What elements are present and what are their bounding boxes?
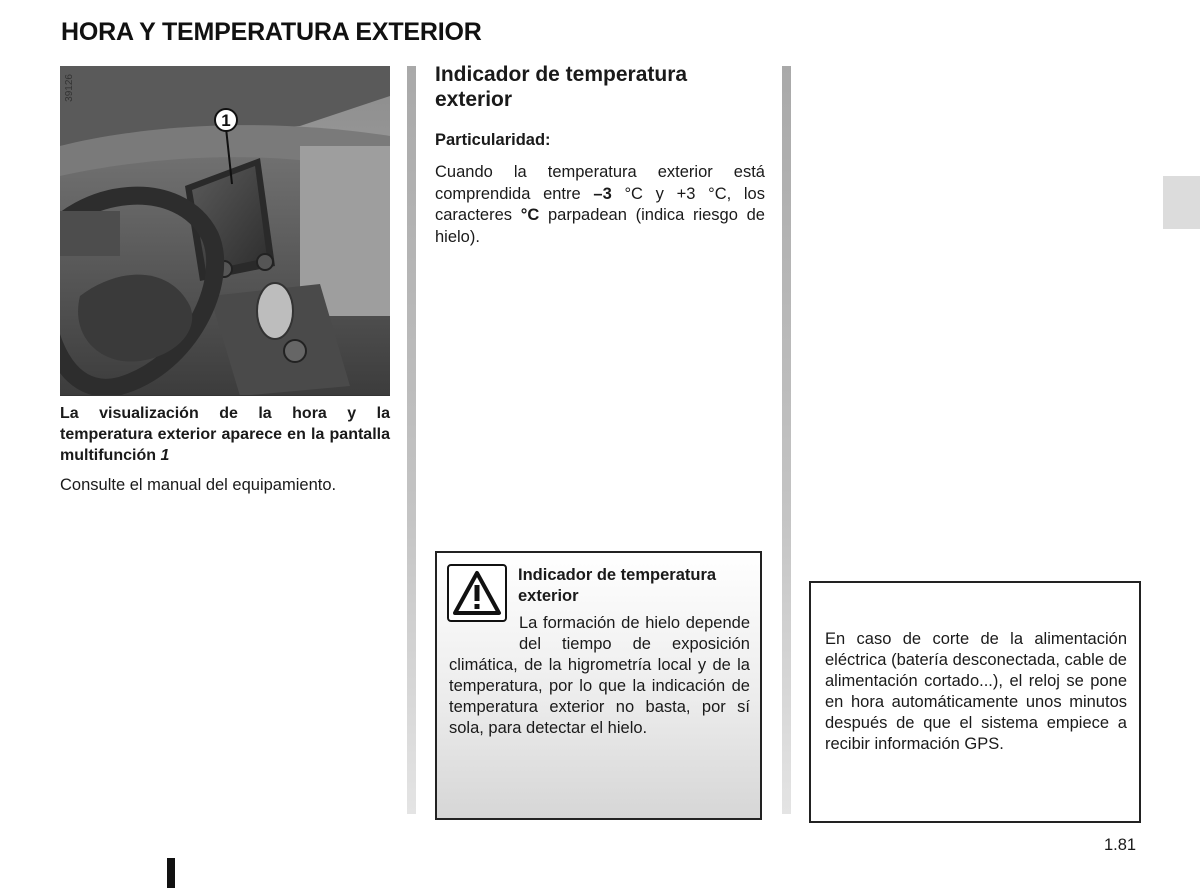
dashboard-photo (60, 66, 390, 396)
section-title: Indicador de temperatura exterior (435, 63, 688, 111)
info-box (809, 581, 1141, 823)
warning-box (435, 551, 762, 820)
consult-note: Consulte el manual del equipamiento. (60, 476, 337, 494)
page-number: 1.81 (1104, 836, 1137, 854)
caption-main: La visualización de la hora y la temperatura exterior aparece en la pantalla multifunción (60, 405, 390, 464)
warning-title: Indicador de temperatura exterior (518, 566, 717, 605)
column-divider-right (782, 66, 791, 814)
print-mark (167, 858, 175, 888)
figure-caption (60, 403, 390, 466)
warning-text: La formación de hielo depende del tiempo de exposición climática, de la higrometría local y de la temperatura, por lo que la indicación de temperatura exterior no basta, por sí sola, para detectar el hielo. (449, 614, 750, 737)
figure-code: 39126 (64, 74, 75, 102)
info-text: En caso de corte de la alimentación eléctrica (batería desconectada, cable de alimentación cortado...), el reloj se pone en hora automáticamente unos minutos después de que el sistema empiece a recibir información GPS. (825, 630, 1127, 753)
page-title: HORA Y TEMPERATURA EXTERIOR (61, 18, 482, 46)
caption-ref: 1 (160, 447, 170, 464)
section-tab (1163, 176, 1200, 229)
column-divider-left (407, 66, 416, 814)
photo-callout-label: 1 (221, 111, 231, 130)
section-body: Cuando la temperatura exterior está comprendida entre –3 °C y +3 °C, los caracteres °C parpadean (indica riesgo de hielo). (435, 163, 765, 246)
section-subheading: Particularidad: (435, 131, 551, 149)
